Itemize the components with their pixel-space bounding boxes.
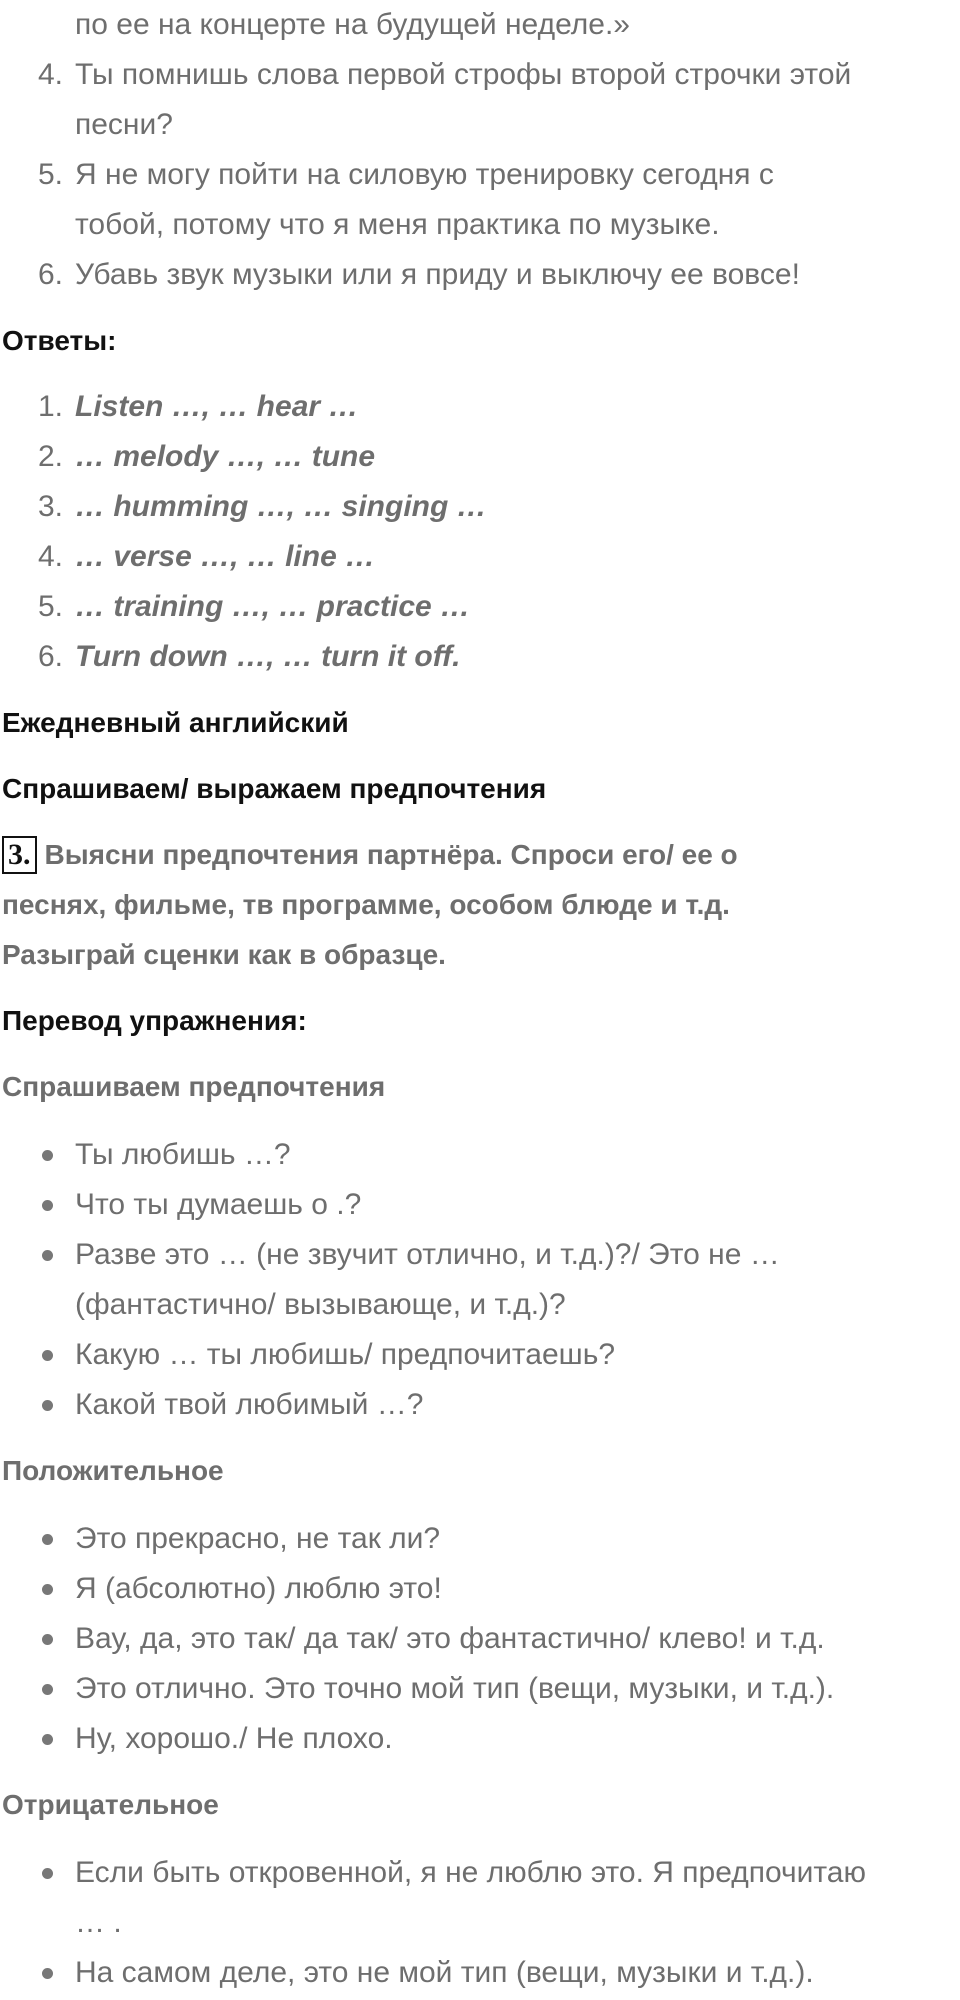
answer-text: … melody …, … tune xyxy=(75,440,376,473)
list-item xyxy=(2,1714,960,1764)
item-number: 4. xyxy=(38,540,64,573)
item-line: Вау, да, это так/ да так/ это фантастично/ клево! и т.д. xyxy=(75,1622,825,1655)
positive-list xyxy=(2,1514,960,1764)
item-line: Разве это … (не звучит отлично, и т.д.)?/ Это не … xyxy=(75,1238,780,1271)
answer-text: Listen …, … hear … xyxy=(75,390,359,423)
answers-heading: Ответы: xyxy=(2,325,117,356)
bullet-icon xyxy=(42,1868,53,1879)
answers-list xyxy=(2,382,960,682)
exercise-line xyxy=(2,830,960,880)
item-line: … . xyxy=(75,1906,122,1939)
item-line: Ну, хорошо./ Не плохо. xyxy=(75,1722,393,1755)
list-item xyxy=(2,1380,960,1430)
asking-list xyxy=(2,1130,960,1430)
list-item xyxy=(2,1948,960,1998)
bullet-icon xyxy=(42,1684,53,1695)
item-number: 6. xyxy=(38,258,64,291)
list-item xyxy=(2,1130,960,1180)
item-line: песни? xyxy=(75,108,173,141)
item-line: Я (абсолютно) люблю это! xyxy=(75,1572,442,1605)
answer-text: Turn down …, … turn it off. xyxy=(75,640,461,673)
list-item xyxy=(2,1514,960,1564)
item-number: 5. xyxy=(38,158,64,191)
answer-text: … humming …, … singing … xyxy=(75,490,487,523)
bullet-icon xyxy=(42,1400,53,1411)
item-number: 3. xyxy=(38,490,64,523)
list-item xyxy=(2,1664,960,1714)
translation-heading: Перевод упражнения: xyxy=(2,1005,307,1036)
negative-list xyxy=(2,1848,960,1998)
answer-item xyxy=(2,532,960,582)
negative-heading: Отрицательное xyxy=(2,1789,219,1820)
bullet-icon xyxy=(42,1200,53,1211)
item-number: 2. xyxy=(38,440,64,473)
list-item xyxy=(2,1180,960,1230)
bullet-icon xyxy=(42,1350,53,1361)
list-item xyxy=(2,50,960,150)
item-number: 5. xyxy=(38,590,64,623)
item-line: тобой, потому что я меня практика по музыке. xyxy=(75,208,720,241)
list-item xyxy=(2,1848,960,1948)
exercise-line: Разыграй сценки как в образце. xyxy=(2,939,446,970)
item-line: Это отлично. Это точно мой тип (вещи, музыки, и т.д.). xyxy=(75,1672,835,1705)
answer-item xyxy=(2,482,960,532)
bullet-icon xyxy=(42,1150,53,1161)
bullet-icon xyxy=(42,1534,53,1545)
answer-item xyxy=(2,582,960,632)
item-number: 1. xyxy=(38,390,64,423)
item-line: Убавь звук музыки или я приду и выключу ее вовсе! xyxy=(75,258,800,291)
exercise-number: 3. xyxy=(2,836,37,874)
item-number: 4. xyxy=(38,58,64,91)
bullet-icon xyxy=(42,1584,53,1595)
prev-sentence-list xyxy=(2,50,960,300)
item-line: На самом деле, это не мой тип (вещи, музыки и т.д.). xyxy=(75,1956,814,1989)
answer-item xyxy=(2,432,960,482)
item-line: (фантастично/ вызывающе, и т.д.)? xyxy=(75,1288,566,1321)
answer-item xyxy=(2,632,960,682)
bullet-icon xyxy=(42,1634,53,1645)
list-item xyxy=(2,1230,960,1330)
positive-heading: Положительное xyxy=(2,1455,224,1486)
list-item xyxy=(2,1330,960,1380)
list-item xyxy=(2,150,960,250)
list-item xyxy=(2,1614,960,1664)
item-line: Ты любишь …? xyxy=(75,1138,291,1171)
asking-heading: Спрашиваем предпочтения xyxy=(2,1071,386,1102)
exercise-text: Выясни предпочтения партнёра. Спроси его/ ее о xyxy=(44,839,738,870)
section-title: Ежедневный английский xyxy=(2,707,349,738)
continuation-line: по ее на концерте на будущей неделе.» xyxy=(75,8,630,41)
bullet-icon xyxy=(42,1250,53,1261)
bullet-icon xyxy=(42,1734,53,1745)
list-item xyxy=(2,1564,960,1614)
list-item xyxy=(2,250,960,300)
answer-item xyxy=(2,382,960,432)
exercise-block xyxy=(2,830,960,980)
bullet-icon xyxy=(42,1968,53,1979)
exercise-line: песнях, фильме, тв программе, особом блюде и т.д. xyxy=(2,889,730,920)
item-line: Это прекрасно, не так ли? xyxy=(75,1522,441,1555)
answer-text: … training …, … practice … xyxy=(75,590,471,623)
item-line: Если быть откровенной, я не люблю это. Я предпочитаю xyxy=(75,1856,866,1889)
answer-text: … verse …, … line … xyxy=(75,540,376,573)
item-line: Что ты думаешь о .? xyxy=(75,1188,362,1221)
item-line: Какую … ты любишь/ предпочитаешь? xyxy=(75,1338,616,1371)
item-line: Ты помнишь слова первой строфы второй строчки этой xyxy=(75,58,852,91)
item-number: 6. xyxy=(38,640,64,673)
item-line: Я не могу пойти на силовую тренировку сегодня с xyxy=(75,158,774,191)
item-line: Какой твой любимый …? xyxy=(75,1388,424,1421)
section-subtitle: Спрашиваем/ выражаем предпочтения xyxy=(2,773,547,804)
